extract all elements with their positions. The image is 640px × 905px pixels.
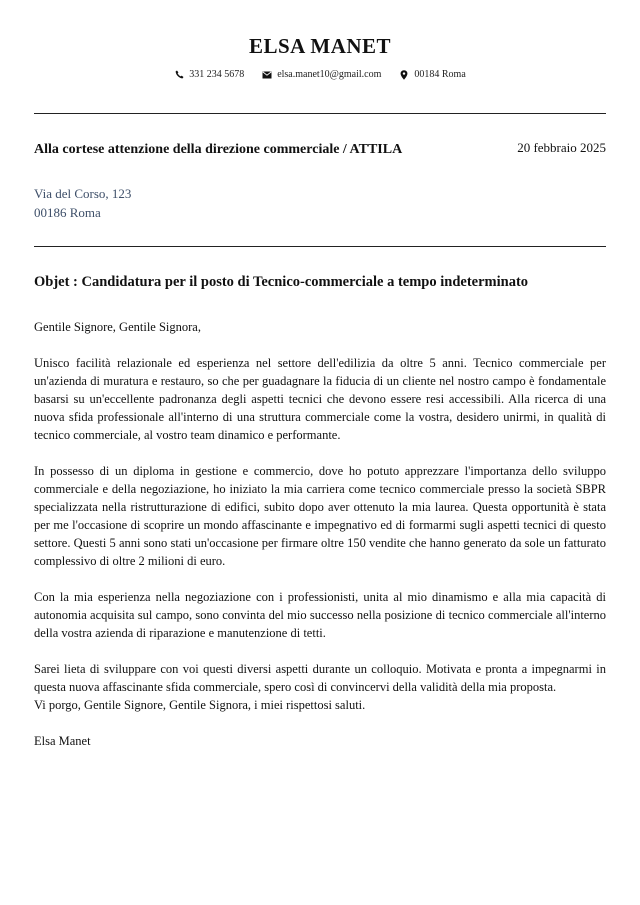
body-paragraph: Unisco facilità relazionale ed esperienza nel settore dell'edilizia da oltre 5 anni. Tecnico commerciale per un'azienda di muratura e restauro, so che per guadagnare la fiducia di un cliente nel nostro campo è fondamentale basarsi su un'eccellente padronanza degli aspetti tecnici che devono essere resi accessibili. Alla ricerca di una nuova sfida professionale all'interno di una struttura commerciale come la vostra, desidero unirmi, in qualità di tecnico commerciale, al vostro team dinamico e performante. <box>34 356 606 442</box>
phone-number: 331 234 5678 <box>189 69 245 80</box>
body-paragraph: Con la mia esperienza nella negoziazione con i professionisti, unita al mio dinamismo e alla mia capacità di autonomia acquisita sul campo, sono convinta del mio successo nella posizione di tecnico commerciale all'interno della vostra azienda di riparazione e manutenzione di tetti. <box>34 590 606 640</box>
header-divider <box>34 113 606 114</box>
contact-info <box>0 69 640 80</box>
letter-body <box>34 318 606 750</box>
envelope-icon <box>262 70 272 80</box>
recipient-divider <box>34 246 606 247</box>
letter-greeting: Gentile Signore, Gentile Signora, <box>34 320 201 334</box>
body-paragraph: In possesso di un diploma in gestione e commercio, dove ho potuto apprezzare l'importanza dello sviluppo commerciale e della negoziazione, ho iniziato la mia carriera come tecnico commerciale presso la società SBPR specializzata nella ristrutturazione di edifici, subito dopo aver ottenuto la mia laurea. Questa opportunità è stata per me l'occasione di scoprire un mondo affascinante e impegnativo ed di formarmi sugli aspetti tecnici di questo settore. Questi 5 anni sono stati un'occasione per firmare oltre 150 vendite che hanno generato da sole un fatturato complessivo di oltre 2 milioni di euro. <box>34 464 606 568</box>
contact-phone <box>174 69 244 80</box>
signature: Elsa Manet <box>34 734 91 748</box>
salutation: Vi porgo, Gentile Signore, Gentile Signora, i miei rispettosi saluti. <box>34 698 366 712</box>
recipient-line: Alla cortese attenzione della direzione commerciale / ATTILA <box>34 142 403 157</box>
location-text: 00184 Roma <box>414 69 466 80</box>
phone-icon <box>174 70 184 80</box>
closing-paragraph: Sarei lieta di sviluppare con voi questi diversi aspetti durante un colloquio. Motivata e pronta a impegnarmi in questa nuova affascinante sfida commerciale, spero così di convincervi della validità della mia proposta. <box>34 662 606 694</box>
contact-email <box>262 69 381 80</box>
email-address: elsa.manet10@gmail.com <box>277 69 382 80</box>
contact-location <box>399 69 465 80</box>
address-street: Via del Corso, 123 <box>34 186 132 201</box>
letter-date: 20 febbraio 2025 <box>517 140 606 155</box>
recipient-address <box>34 184 131 222</box>
letter-subject: Objet : Candidatura per il posto di Tecnico-commerciale a tempo indeterminato <box>34 274 529 290</box>
applicant-name: ELSA MANET <box>248 34 392 58</box>
location-pin-icon <box>399 70 409 80</box>
address-city: 00186 Roma <box>34 205 101 220</box>
